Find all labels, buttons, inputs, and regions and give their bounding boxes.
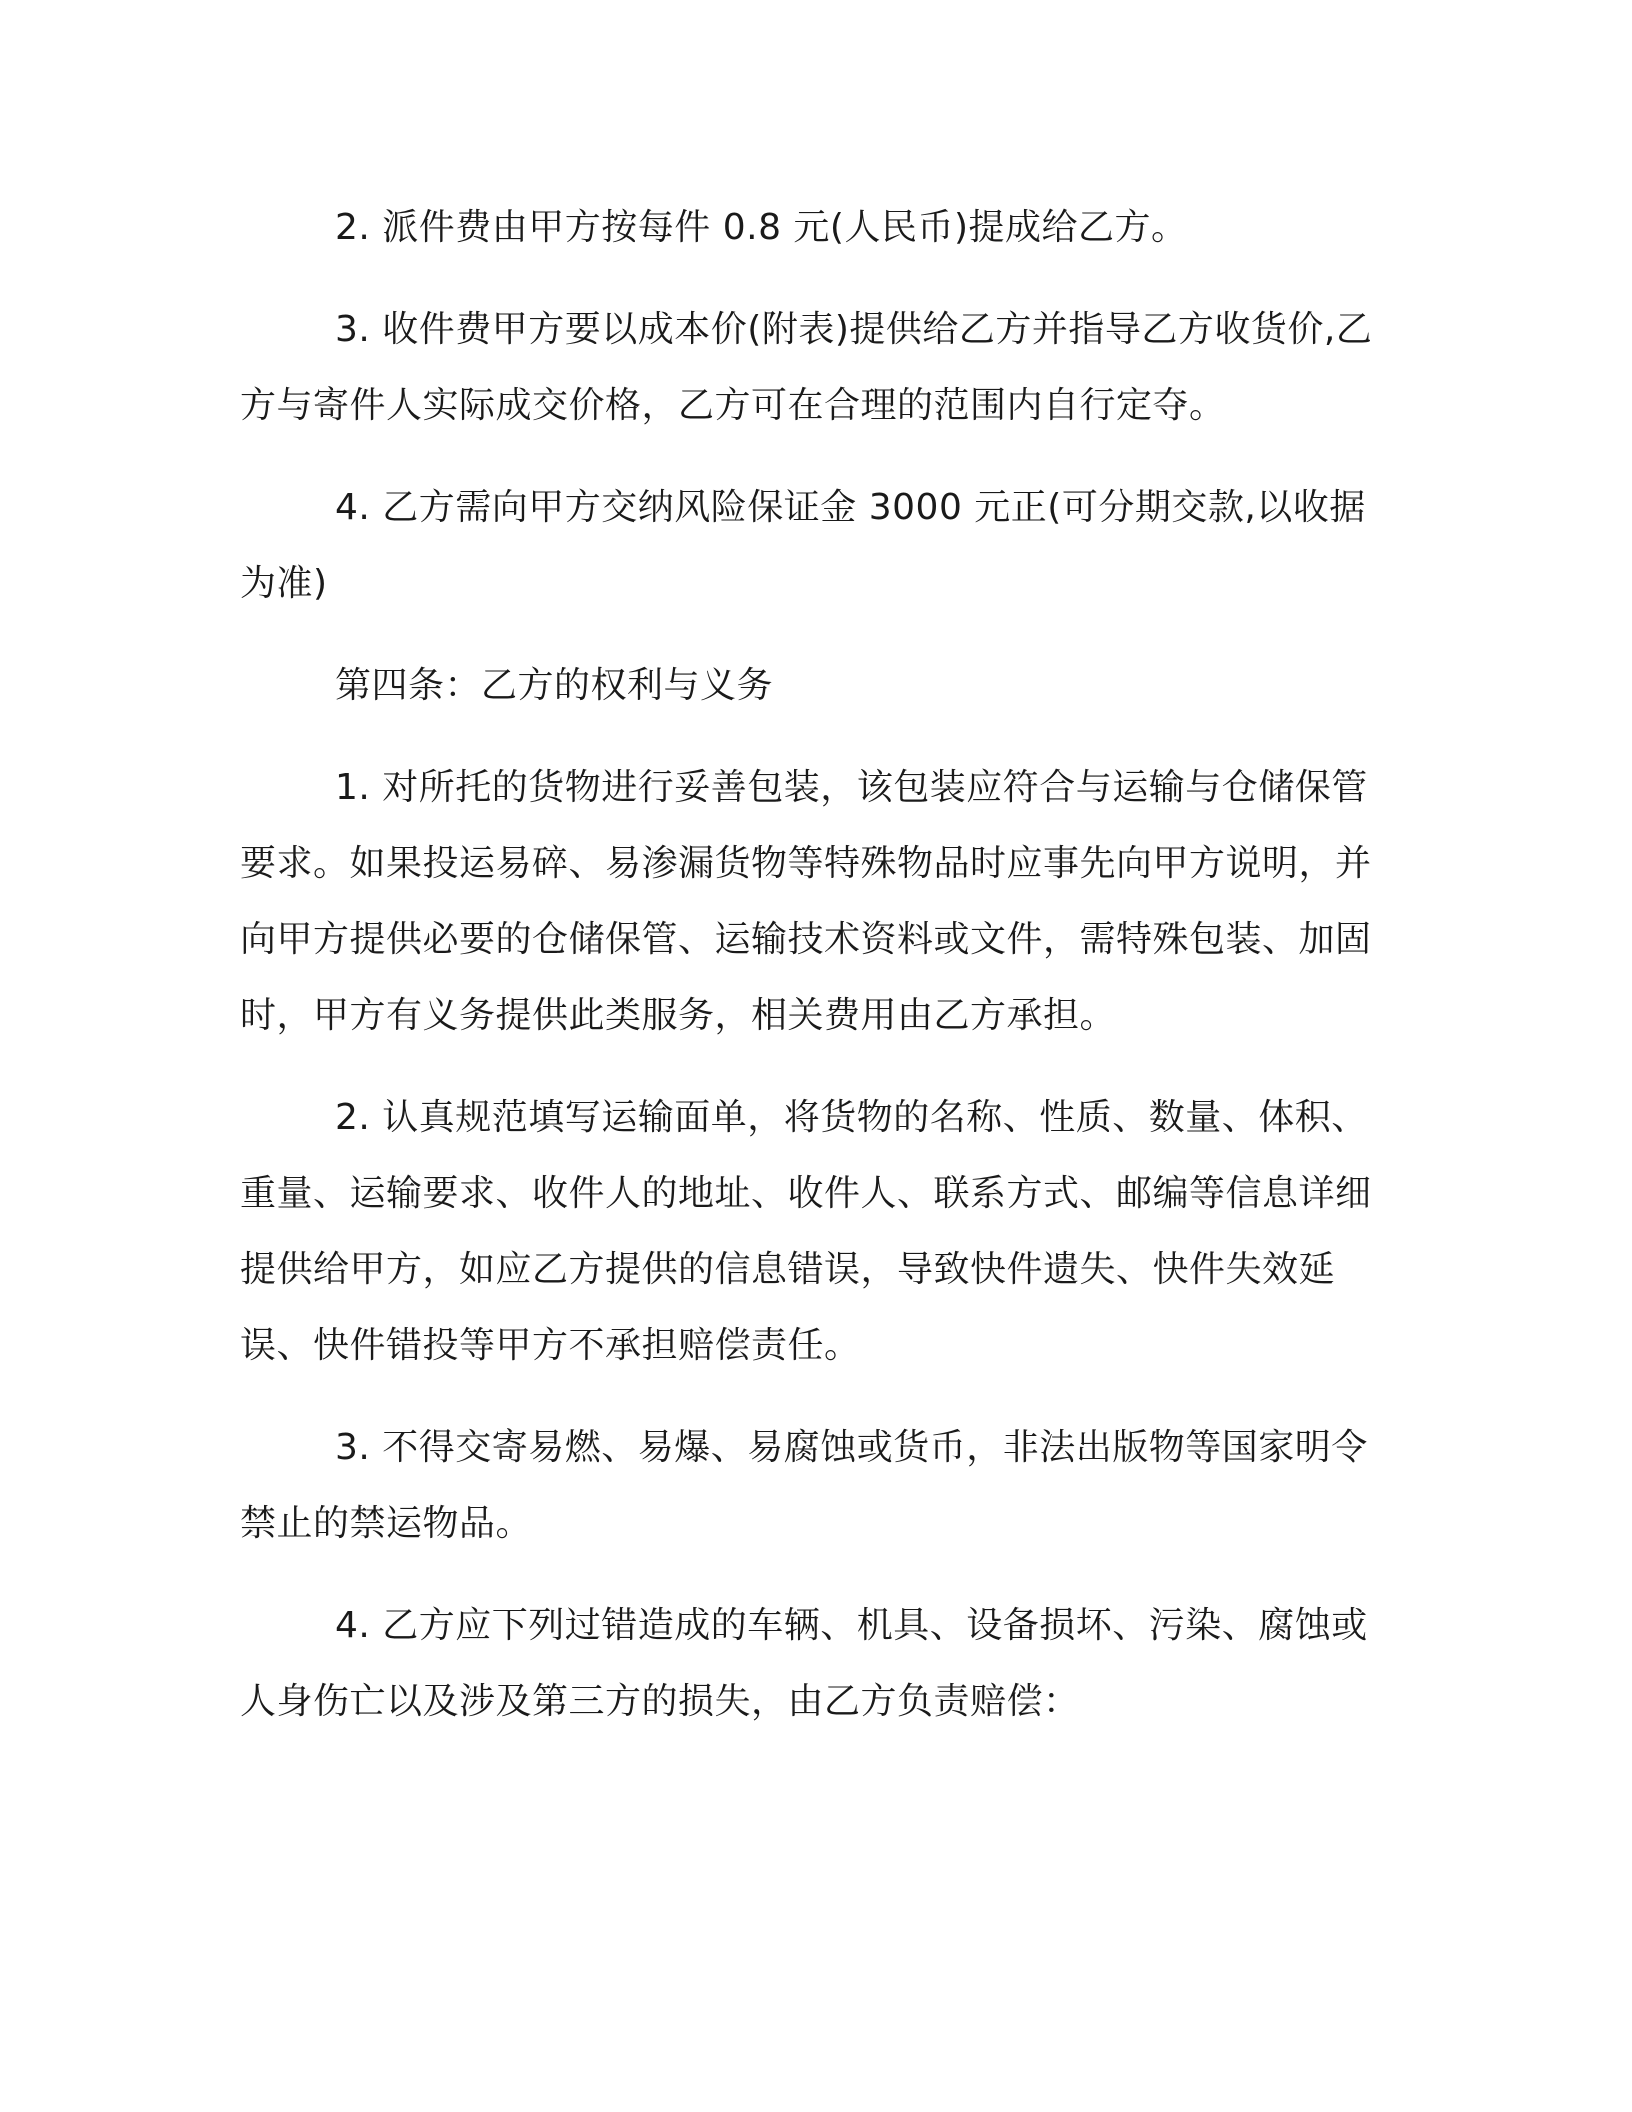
- section-heading-article-four: 第四条：乙方的权利与义务: [335, 665, 774, 706]
- paragraph-risk-deposit: 4. 乙方需向甲方交纳风险保证金 3000 元正(可分期交款,以收据为准): [240, 487, 1366, 604]
- paragraph-liability: 4. 乙方应下列过错造成的车辆、机具、设备损坏、污染、腐蚀或人身伤亡以及涉及第三方的损失，由乙方负责赔偿：: [240, 1605, 1368, 1722]
- document-page: [240, 190, 1390, 1740]
- paragraph-delivery-fee: 2. 派件费由甲方按每件 0.8 元(人民币)提成给乙方。: [335, 207, 1188, 248]
- paragraph-packaging: 1. 对所托的货物进行妥善包装，该包装应符合与运输与仓储保管要求。如果投运易碎、易渗漏货物等特殊物品时应事先向甲方说明，并向甲方提供必要的仓储保管、运输技术资料或文件，需特殊包装、加固时，甲方有义务提供此类服务，相关费用由乙方承担。: [240, 767, 1372, 1036]
- paragraph-prohibited-items: 3. 不得交寄易燃、易爆、易腐蚀或货币，非法出版物等国家明令禁止的禁运物品。: [240, 1427, 1368, 1544]
- paragraph-pickup-fee: 3. 收件费甲方要以成本价(附表)提供给乙方并指导乙方收货价,乙方与寄件人实际成交价格，乙方可在合理的范围内自行定夺。: [240, 309, 1373, 426]
- paragraph-waybill: 2. 认真规范填写运输面单，将货物的名称、性质、数量、体积、重量、运输要求、收件人的地址、收件人、联系方式、邮编等信息详细提供给甲方，如应乙方提供的信息错误，导致快件遗失、快件失效延误、快件错投等甲方不承担赔偿责任。: [240, 1097, 1372, 1366]
